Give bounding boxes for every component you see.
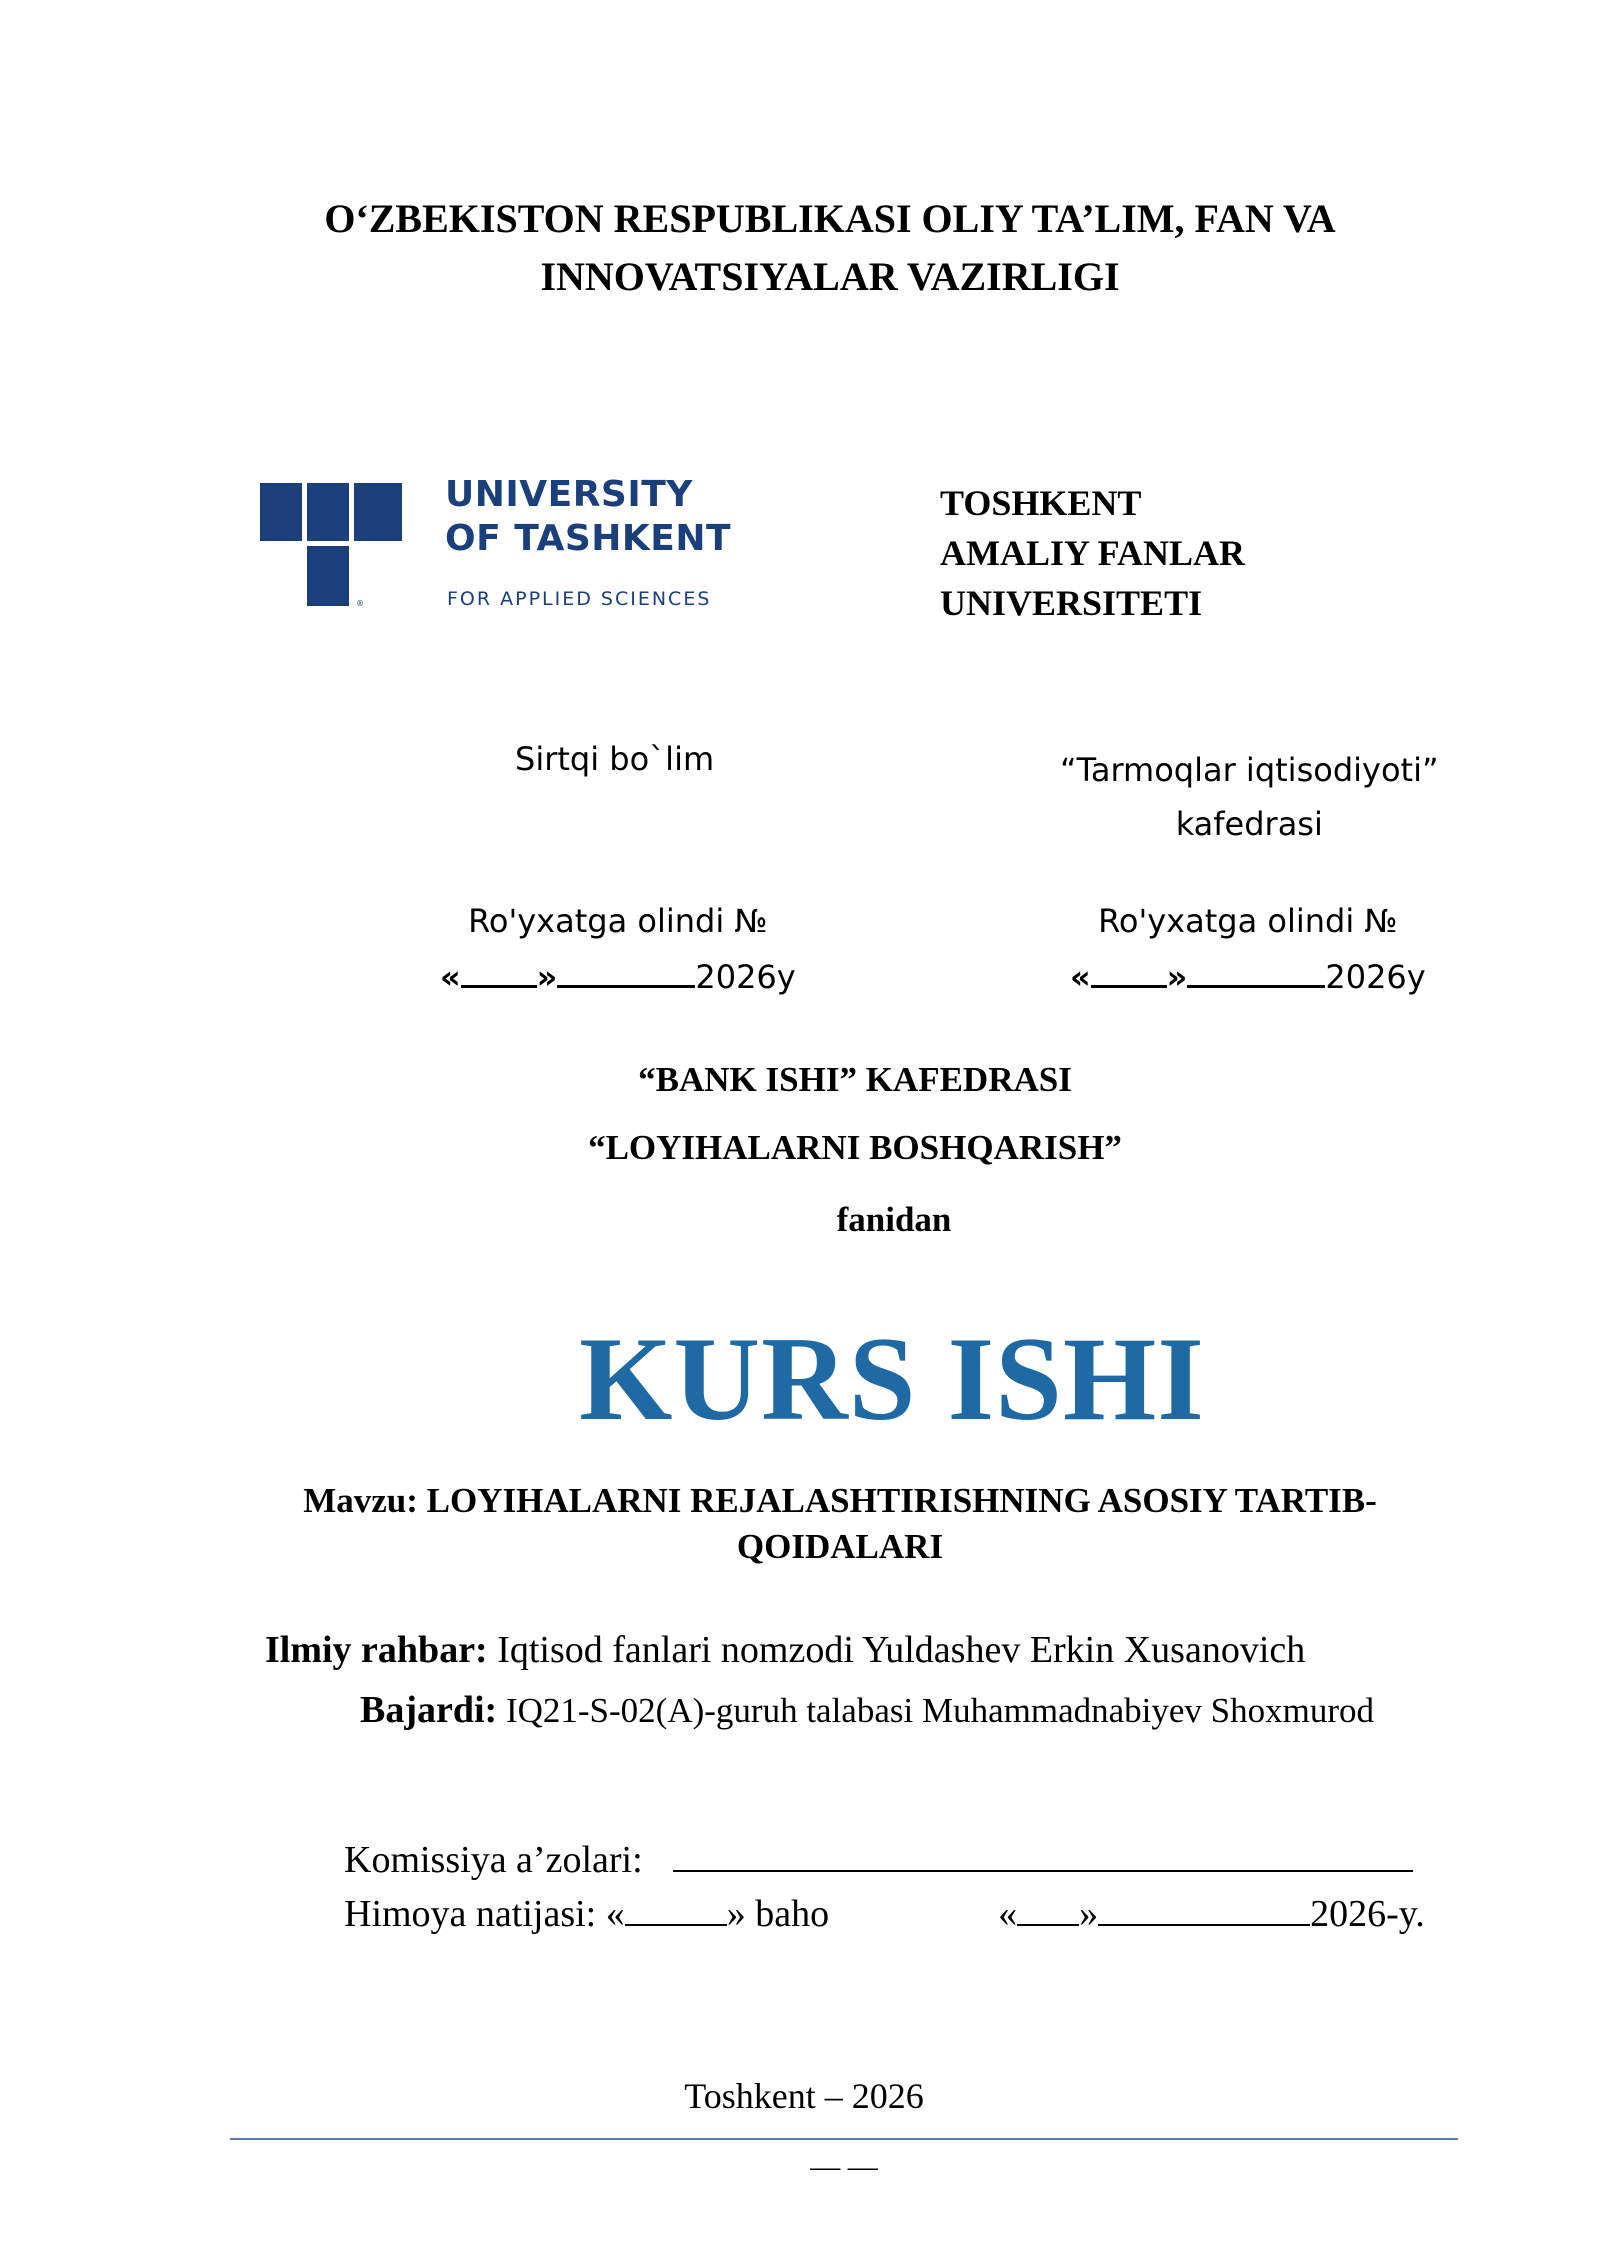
month-blank — [557, 951, 695, 988]
registration-right — [1070, 893, 1426, 1005]
supervisor-label: Ilmiy rahbar: — [265, 1629, 488, 1671]
logo-text-of-tashkent: OF TASHKENT — [445, 518, 732, 559]
performed-by-label: Bajardi: — [360, 1689, 498, 1731]
day-blank — [461, 951, 537, 988]
supervisor — [265, 1628, 1305, 1672]
logo-text-university: UNIVERSITY — [445, 474, 693, 515]
kafedra-title: “BANK ISHI” KAFEDRASI — [638, 1060, 1072, 1099]
performed-by-value: IQ21-S-02(A)-guruh talabasi Muhammadnabiyev Shoxmurod — [505, 1691, 1374, 1730]
defense-month-blank — [1098, 1894, 1310, 1926]
date-close-quote: » — [1166, 958, 1188, 996]
svg-text:®: ® — [356, 599, 364, 608]
university-name — [940, 478, 1245, 628]
logo-text-applied-sciences: FOR APPLIED SCIENCES — [447, 588, 712, 610]
registration-right-date — [1070, 949, 1426, 1005]
university-name-line-2: AMALIY FANLAR — [940, 533, 1245, 573]
day-blank — [1091, 951, 1167, 988]
document-type-title: KURS ISHI — [579, 1312, 1205, 1445]
subject-suffix: fanidan — [836, 1200, 952, 1239]
date-open-quote: « — [440, 958, 461, 996]
ministry-title-line-1: O‘ZBEKISTON RESPUBLIKASI OLIY TA’LIM, FAN VA — [324, 196, 1336, 241]
university-name-line-1: TOSHKENT — [940, 483, 1142, 523]
registration-year: 2026y — [695, 958, 796, 996]
ministry-title-line-2: INNOVATSIYALAR VAZIRLIGI — [540, 254, 1120, 299]
department-right-line-1: “Tarmoqlar iqtisodiyoti” — [1060, 751, 1439, 789]
city-year: Toshkent – 2026 — [684, 2076, 924, 2116]
university-name-line-3: UNIVERSITETI — [940, 583, 1203, 623]
topic-text: LOYIHALARNI REJALASHTIRISHNING ASOSIY TARTIB-QOIDALARI — [426, 1481, 1377, 1566]
registration-year: 2026y — [1325, 958, 1426, 996]
topic — [300, 1478, 1380, 1570]
grade-open-quote: « — [605, 1893, 625, 1935]
grade-close-quote: » — [726, 1893, 746, 1935]
date-open-quote: « — [1070, 958, 1091, 996]
topic-label: Mavzu: — [303, 1481, 418, 1520]
grade-word: baho — [755, 1893, 830, 1935]
month-blank — [1187, 951, 1325, 988]
defense-label: Himoya natijasi: — [344, 1893, 597, 1935]
grade-blank — [625, 1894, 727, 1926]
defense-day-blank — [1017, 1894, 1079, 1926]
ministry-title — [200, 190, 1460, 306]
footer-rule — [230, 2138, 1458, 2140]
department-right-line-2: kafedrasi — [1175, 805, 1323, 843]
commission-blank-line — [673, 1836, 1413, 1872]
university-logo — [260, 474, 732, 618]
commission-row — [344, 1836, 1413, 1882]
defense-date-open-quote: « — [998, 1893, 1018, 1935]
subject-title: “LOYIHALARNI BOSHQARISH” — [588, 1128, 1122, 1167]
supervisor-value: Iqtisod fanlari nomzodi Yuldashev Erkin Xusanovich — [497, 1629, 1306, 1671]
defense-year: 2026-y. — [1310, 1893, 1425, 1935]
defense-row — [344, 1892, 1425, 1936]
commission-label: Komissiya a’zolari: — [344, 1839, 643, 1881]
footer-mark: — — — [810, 2150, 878, 2183]
performed-by — [360, 1688, 1374, 1732]
registration-left-label: Ro'yxatga olindi № — [468, 902, 768, 940]
registration-left-date — [440, 949, 796, 1005]
department-left: Sirtqi bo`lim — [515, 740, 715, 778]
department-right — [1060, 743, 1439, 851]
registration-right-label: Ro'yxatga olindi № — [1098, 902, 1398, 940]
date-close-quote: » — [536, 958, 558, 996]
defense-date-close-quote: » — [1079, 1893, 1099, 1935]
registration-left — [440, 893, 796, 1005]
